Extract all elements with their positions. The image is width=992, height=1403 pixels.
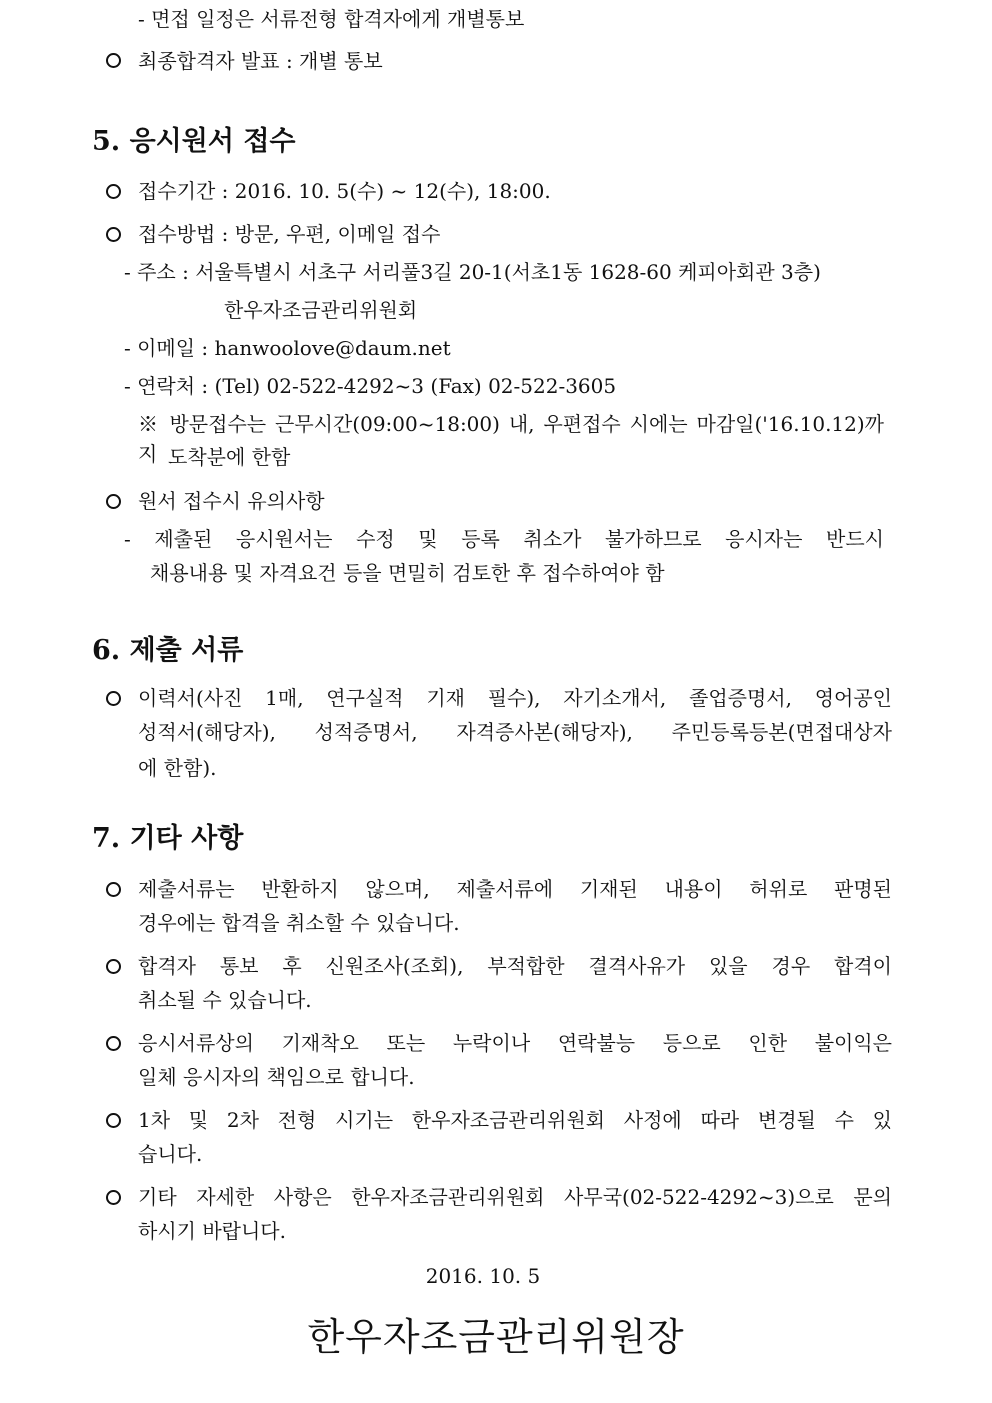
document-date: 2016. 10. 5: [425, 1264, 541, 1288]
notice-5-line-1: 기타 자세한 사항은 한우자조금관리위원회 사무국(02-522-4292~3)으로 문의: [138, 1185, 892, 1209]
notice-5-line-2: 하시기 바랍니다.: [138, 1219, 286, 1243]
caution-line-1: - 제출된 응시원서는 수정 및 등록 취소가 불가하므로 응시자는 반드시: [124, 527, 884, 551]
caution-title-line: 원서 접수시 유의사항: [138, 489, 325, 513]
visit-note-line: ※ 방문접수는 근무시간(09:00~18:00) 내, 우편접수 시에는 마감일('16.10.12)까지: [138, 412, 884, 466]
notice-2-line-1: 합격자 통보 후 신원조사(조회), 부적합한 결격사유가 있을 경우 합격이: [138, 954, 892, 978]
bullet-circle-icon: [106, 1113, 121, 1128]
notice-2-line-2: 취소될 수 있습니다.: [138, 988, 312, 1012]
documents-line-2: 성적서(해당자), 성적증명서, 자격증사본(해당자), 주민등록등본(면접대상자: [138, 720, 892, 744]
bullet-circle-icon: [106, 882, 121, 897]
section-5-heading: 5. 응시원서 접수: [92, 126, 296, 157]
notice-1-line-2: 경우에는 합격을 취소할 수 있습니다.: [138, 911, 460, 935]
bullet-circle-icon: [106, 53, 121, 68]
section-7-heading: 7. 기타 사항: [92, 823, 244, 854]
email-line: - 이메일 : hanwoolove@daum.net: [124, 336, 451, 360]
submission-method-line: 접수방법 : 방문, 우편, 이메일 접수: [138, 222, 441, 246]
submission-period-line: 접수기간 : 2016. 10. 5(수) ~ 12(수), 18:00.: [138, 179, 551, 203]
documents-line-1: 이력서(사진 1매, 연구실적 기재 필수), 자기소개서, 졸업증명서, 영어공인: [138, 686, 892, 710]
visit-note-line-2: 도착분에 한함: [168, 445, 291, 469]
notice-3-line-1: 응시서류상의 기재착오 또는 누락이나 연락불능 등으로 인한 불이익은: [138, 1031, 892, 1055]
bullet-circle-icon: [106, 227, 121, 242]
bullet-circle-icon: [106, 184, 121, 199]
interview-schedule-line: - 면접 일정은 서류전형 합격자에게 개별통보: [138, 7, 525, 31]
contact-line: - 연락처 : (Tel) 02-522-4292~3 (Fax) 02-522-3605: [124, 374, 617, 398]
bullet-circle-icon: [106, 691, 121, 706]
bullet-circle-icon: [106, 494, 121, 509]
notice-1-line-1: 제출서류는 반환하지 않으며, 제출서류에 기재된 내용이 허위로 판명된: [138, 877, 892, 901]
caution-line-2: 채용내용 및 자격요건 등을 면밀히 검토한 후 접수하여야 함: [150, 561, 665, 585]
notice-3-line-2: 일체 응시자의 책임으로 합니다.: [138, 1065, 415, 1089]
address-organization-line: 한우자조금관리위원회: [224, 298, 418, 322]
documents-line-3: 에 한함).: [138, 756, 217, 780]
issuer-signature-title: 한우자조금관리위원장: [307, 1315, 685, 1359]
section-6-heading: 6. 제출 서류: [92, 635, 244, 666]
bullet-circle-icon: [106, 959, 121, 974]
address-line: - 주소 : 서울특별시 서초구 서리풀3길 20-1(서초1동 1628-60 케피아회관 3층): [124, 260, 821, 284]
final-announcement-line: 최종합격자 발표 : 개별 통보: [138, 49, 383, 73]
bullet-circle-icon: [106, 1036, 121, 1051]
bullet-circle-icon: [106, 1190, 121, 1205]
notice-4-line-1: 1차 및 2차 전형 시기는 한우자조금관리위원회 사정에 따라 변경될 수 있: [138, 1108, 892, 1132]
notice-4-line-2: 습니다.: [138, 1142, 203, 1166]
